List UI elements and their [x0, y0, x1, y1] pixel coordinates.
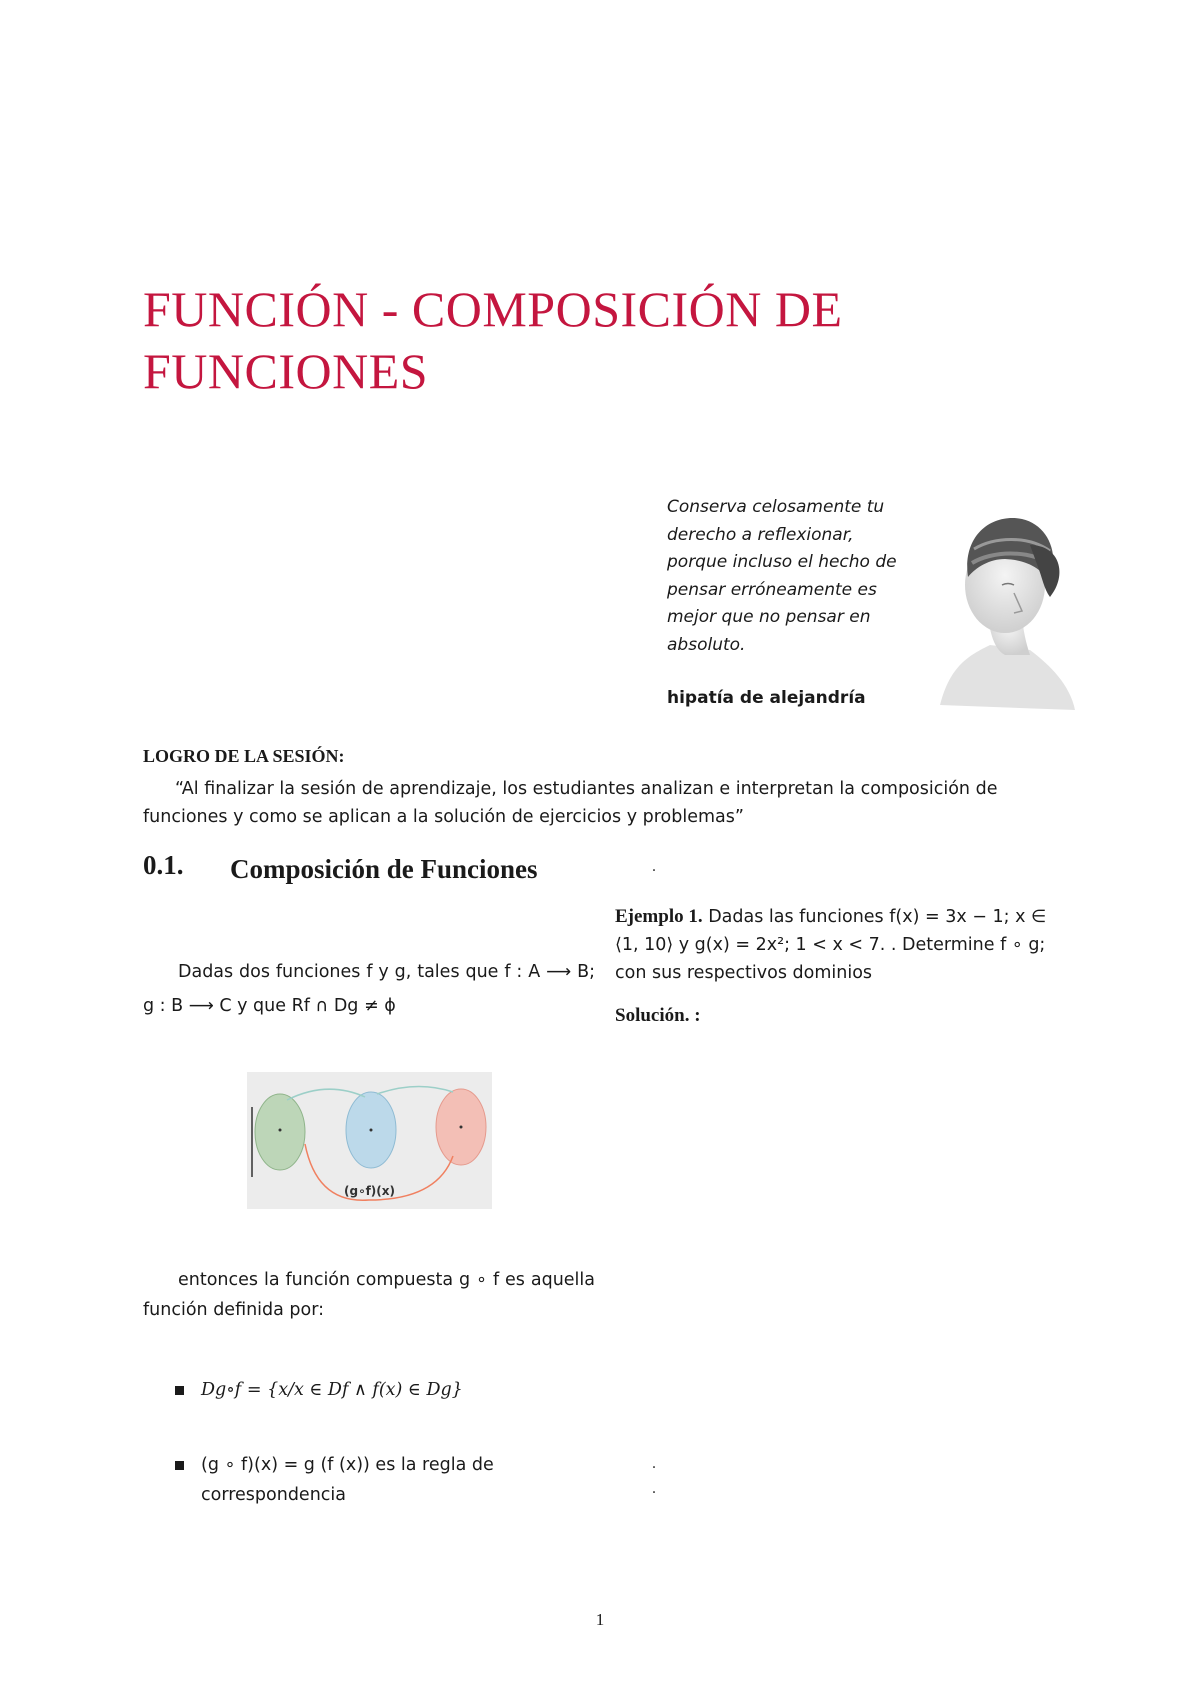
example-1: [615, 903, 1070, 987]
separator-dot: .: [652, 1480, 656, 1497]
hypatia-portrait-illustration: [910, 505, 1075, 710]
epigraph-author: hipatía de alejandría: [667, 688, 866, 708]
example-text: Dadas las funciones f(x) = 3x − 1; x ∈ ⟨1, 10⟩ y g(x) = 2x²; 1 < x < 7. . Determine f ∘ g; con sus respectivos dominios: [615, 907, 1047, 983]
page-title: FUNCIÓN - COMPOSICIÓN DE FUNCIONES: [143, 281, 843, 399]
domain-definition: Dg∘f = {x/x ∈ Df ∧ f(x) ∈ Dg}: [201, 1380, 463, 1400]
list-item: [175, 1375, 595, 1405]
solution-heading: Solución. :: [615, 1005, 701, 1026]
page-number: 1: [595, 1610, 605, 1629]
example-label: Ejemplo 1.: [615, 906, 703, 927]
epigraph-quote: Conserva celosamente tu derecho a reflexionar, porque incluso el hecho de pensar erróneamente es mejor que no pensar en absoluto.: [667, 497, 897, 655]
bullet-square-icon: [175, 1386, 184, 1395]
section-number: 0.1.: [143, 850, 184, 880]
separator-dot: .: [652, 858, 656, 875]
diagram-composition-label: (g∘f)(x): [344, 1184, 395, 1198]
composition-diagram: [247, 1072, 492, 1209]
bullet-square-icon: [175, 1461, 184, 1470]
definition-paragraph: Dadas dos funciones f y g, tales que f : A ⟶ B; g : B ⟶ C y que Rf ∩ Dg ≠ ϕ: [143, 962, 595, 1016]
correspondence-rule: (g ∘ f)(x) = g (f (x)) es la regla de correspondencia: [201, 1455, 494, 1505]
list-item: [175, 1450, 595, 1510]
section-title: Composición de Funciones: [230, 854, 538, 884]
composite-function-paragraph: entonces la función compuesta g ∘ f es aquella función definida por:: [143, 1270, 595, 1320]
logro-heading: LOGRO DE LA SESIÓN:: [143, 746, 345, 766]
logro-text: “Al finalizar la sesión de aprendizaje, los estudiantes analizan e interpretan la composición de funciones y como se aplican a la solución de ejercicios y problemas”: [143, 779, 998, 827]
separator-dot: .: [652, 1455, 656, 1472]
